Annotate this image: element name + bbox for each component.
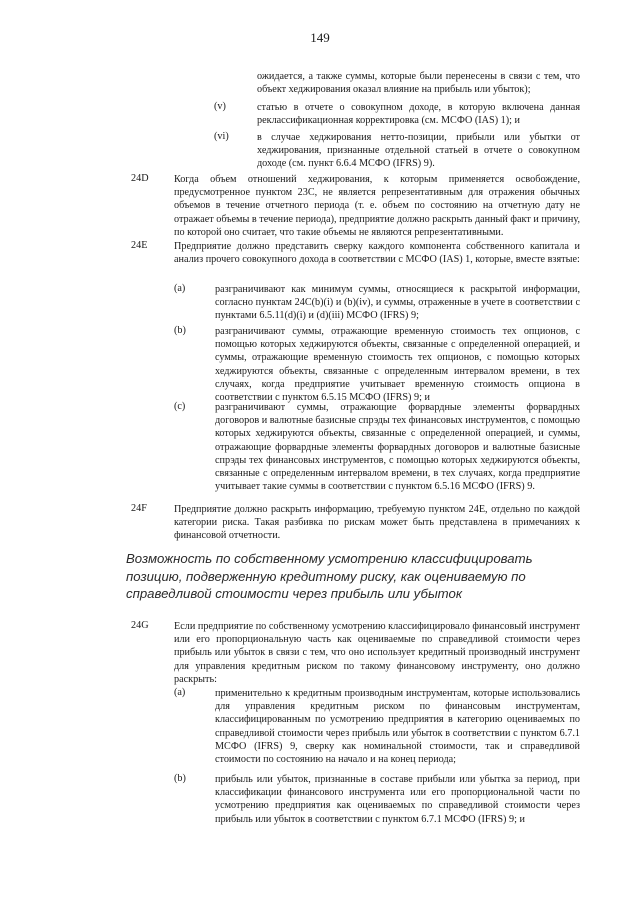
continued-text: ожидается, а также суммы, которые были перенесены в связи с тем, что объект хеджирования оказал влияние на прибыль или убыток); [257, 71, 580, 96]
item-vi-label: (vi) [214, 131, 229, 142]
paragraph-24f: Предприятие должно раскрыть информацию, требуемую пунктом 24E, отдельно по каждой категории риска. Такая разбивка по рискам может быть представлена в примечаниях к финансовой отчетности. [174, 504, 580, 542]
paragraph-number-24e: 24E [131, 240, 148, 251]
item-24g-a-text: применительно к кредитным производным инструментам, которые использовались для управления кредитным риском по финансовым инструментам, классифицированным по усмотрению предприятия в категорию оцениваемых по справедливой стоимости через прибыль или убыток в соответствии с пунктом 6.7.1 МСФО (IFRS) 9, сверку как номинальной стоимости, так и справедливой стоимости по состоянию на начало и на конец периода; [215, 688, 580, 766]
paragraph-24d: Когда объем отношений хеджирования, к которым применяется освобождение, предусмотренное пунктом 23C, не является репрезентативным для отражения обычных объемов в течение отчетного периода (т. е. объем по состоянию на отчетную дату не отражает объемы в течение периода), предприятие должно раскрыть данный факт и причину, по которой оно считает, что такие объемы не являются репрезентативными. [174, 174, 580, 238]
item-24e-c-text: разграничивают суммы, отражающие форвардные элементы форвардных договоров и валютные базисные спрэды тех финансовых инструментов, с помощью которых хеджируются объекты, связанные с определенной операцией, и суммы, отражающие форвардные элементы форвардных договоров и валютные базисные спрэды тех финансовых инструментов, с помощью которых хеджируются объекты, связанные с определенным интервалом времени, в тех случаях, когда предприятие учитывает такие суммы в соответствии с пунктом 6.5.16 МСФО (IFRS) 9. [215, 402, 580, 493]
item-v-label: (v) [214, 101, 226, 112]
paragraph-number-24f: 24F [131, 503, 147, 514]
item-24g-b-text: прибыль или убыток, признанные в составе прибыли или убытка за период, при классификации финансового инструмента или его пропорциональной части по усмотрению предприятия как оцениваемых по справедливой стоимости через прибыль или убыток в соответствии с пунктом 6.7.1 МСФО (IFRS) 9; и [215, 774, 580, 825]
paragraph-24e: Предприятие должно представить сверку каждого компонента собственного капитала и анализ прочего совокупного дохода в соответствии с МСФО (IAS) 1, которые, вместе взятые: [174, 241, 580, 266]
item-v-text: статью в отчете о совокупном доходе, в которую включена данная реклассификационная корректировка (см. МСФО (IAS) 1); и [257, 102, 580, 127]
item-24e-a-label: (a) [174, 283, 186, 294]
paragraph-number-24g: 24G [131, 620, 149, 631]
page-number: 149 [310, 30, 330, 45]
item-24g-a-label: (a) [174, 687, 186, 698]
item-vi-text: в случае хеджирования нетто-позиции, прибыли или убытки от хеджирования, признанные отдельной статьей в отчете о совокупном доходе (см. пункт 6.6.4 МСФО (IFRS) 9). [257, 132, 580, 170]
paragraph-24g: Если предприятие по собственному усмотрению классифицировало финансовый инструмент или его пропорциональную часть как оцениваемые по справедливой стоимости через прибыль или убыток в связи с тем, что оно использует кредитный производный инструмент для управления кредитным риском по такому финансовому инструменту, оно должно раскрыть: [174, 621, 580, 685]
item-24e-b-text: разграничивают суммы, отражающие временную стоимость тех опционов, с помощью которых хеджируются объекты, связанные с определенной операцией, и суммы, отражающие временную стоимость тех опционов, с помощью которых хеджируются объекты, связанные с определенным интервалом времени, в тех случаях, когда предприятие учитывает временную стоимость опциона в соответствии с пунктом 6.5.15 МСФО (IFRS) 9; и [215, 326, 580, 404]
item-24e-a-text: разграничивают как минимум суммы, относящиеся к раскрытой информации, согласно пунктам 24C(b)(i) и (b)(iv), и суммы, отраженные в учете в соответствии с пунктами 6.5.11(d)(i) и (d)(iii) МСФО (IFRS) 9; [215, 284, 580, 322]
item-24e-b-label: (b) [174, 325, 186, 336]
item-24g-b-label: (b) [174, 773, 186, 784]
paragraph-number-24d: 24D [131, 173, 149, 184]
item-24e-c-label: (c) [174, 401, 186, 412]
section-heading: Возможность по собственному усмотрению классифицировать позицию, подверженную кредитному риску, как оцениваемую по справедливой стоимости через прибыль или убыток [126, 551, 533, 601]
